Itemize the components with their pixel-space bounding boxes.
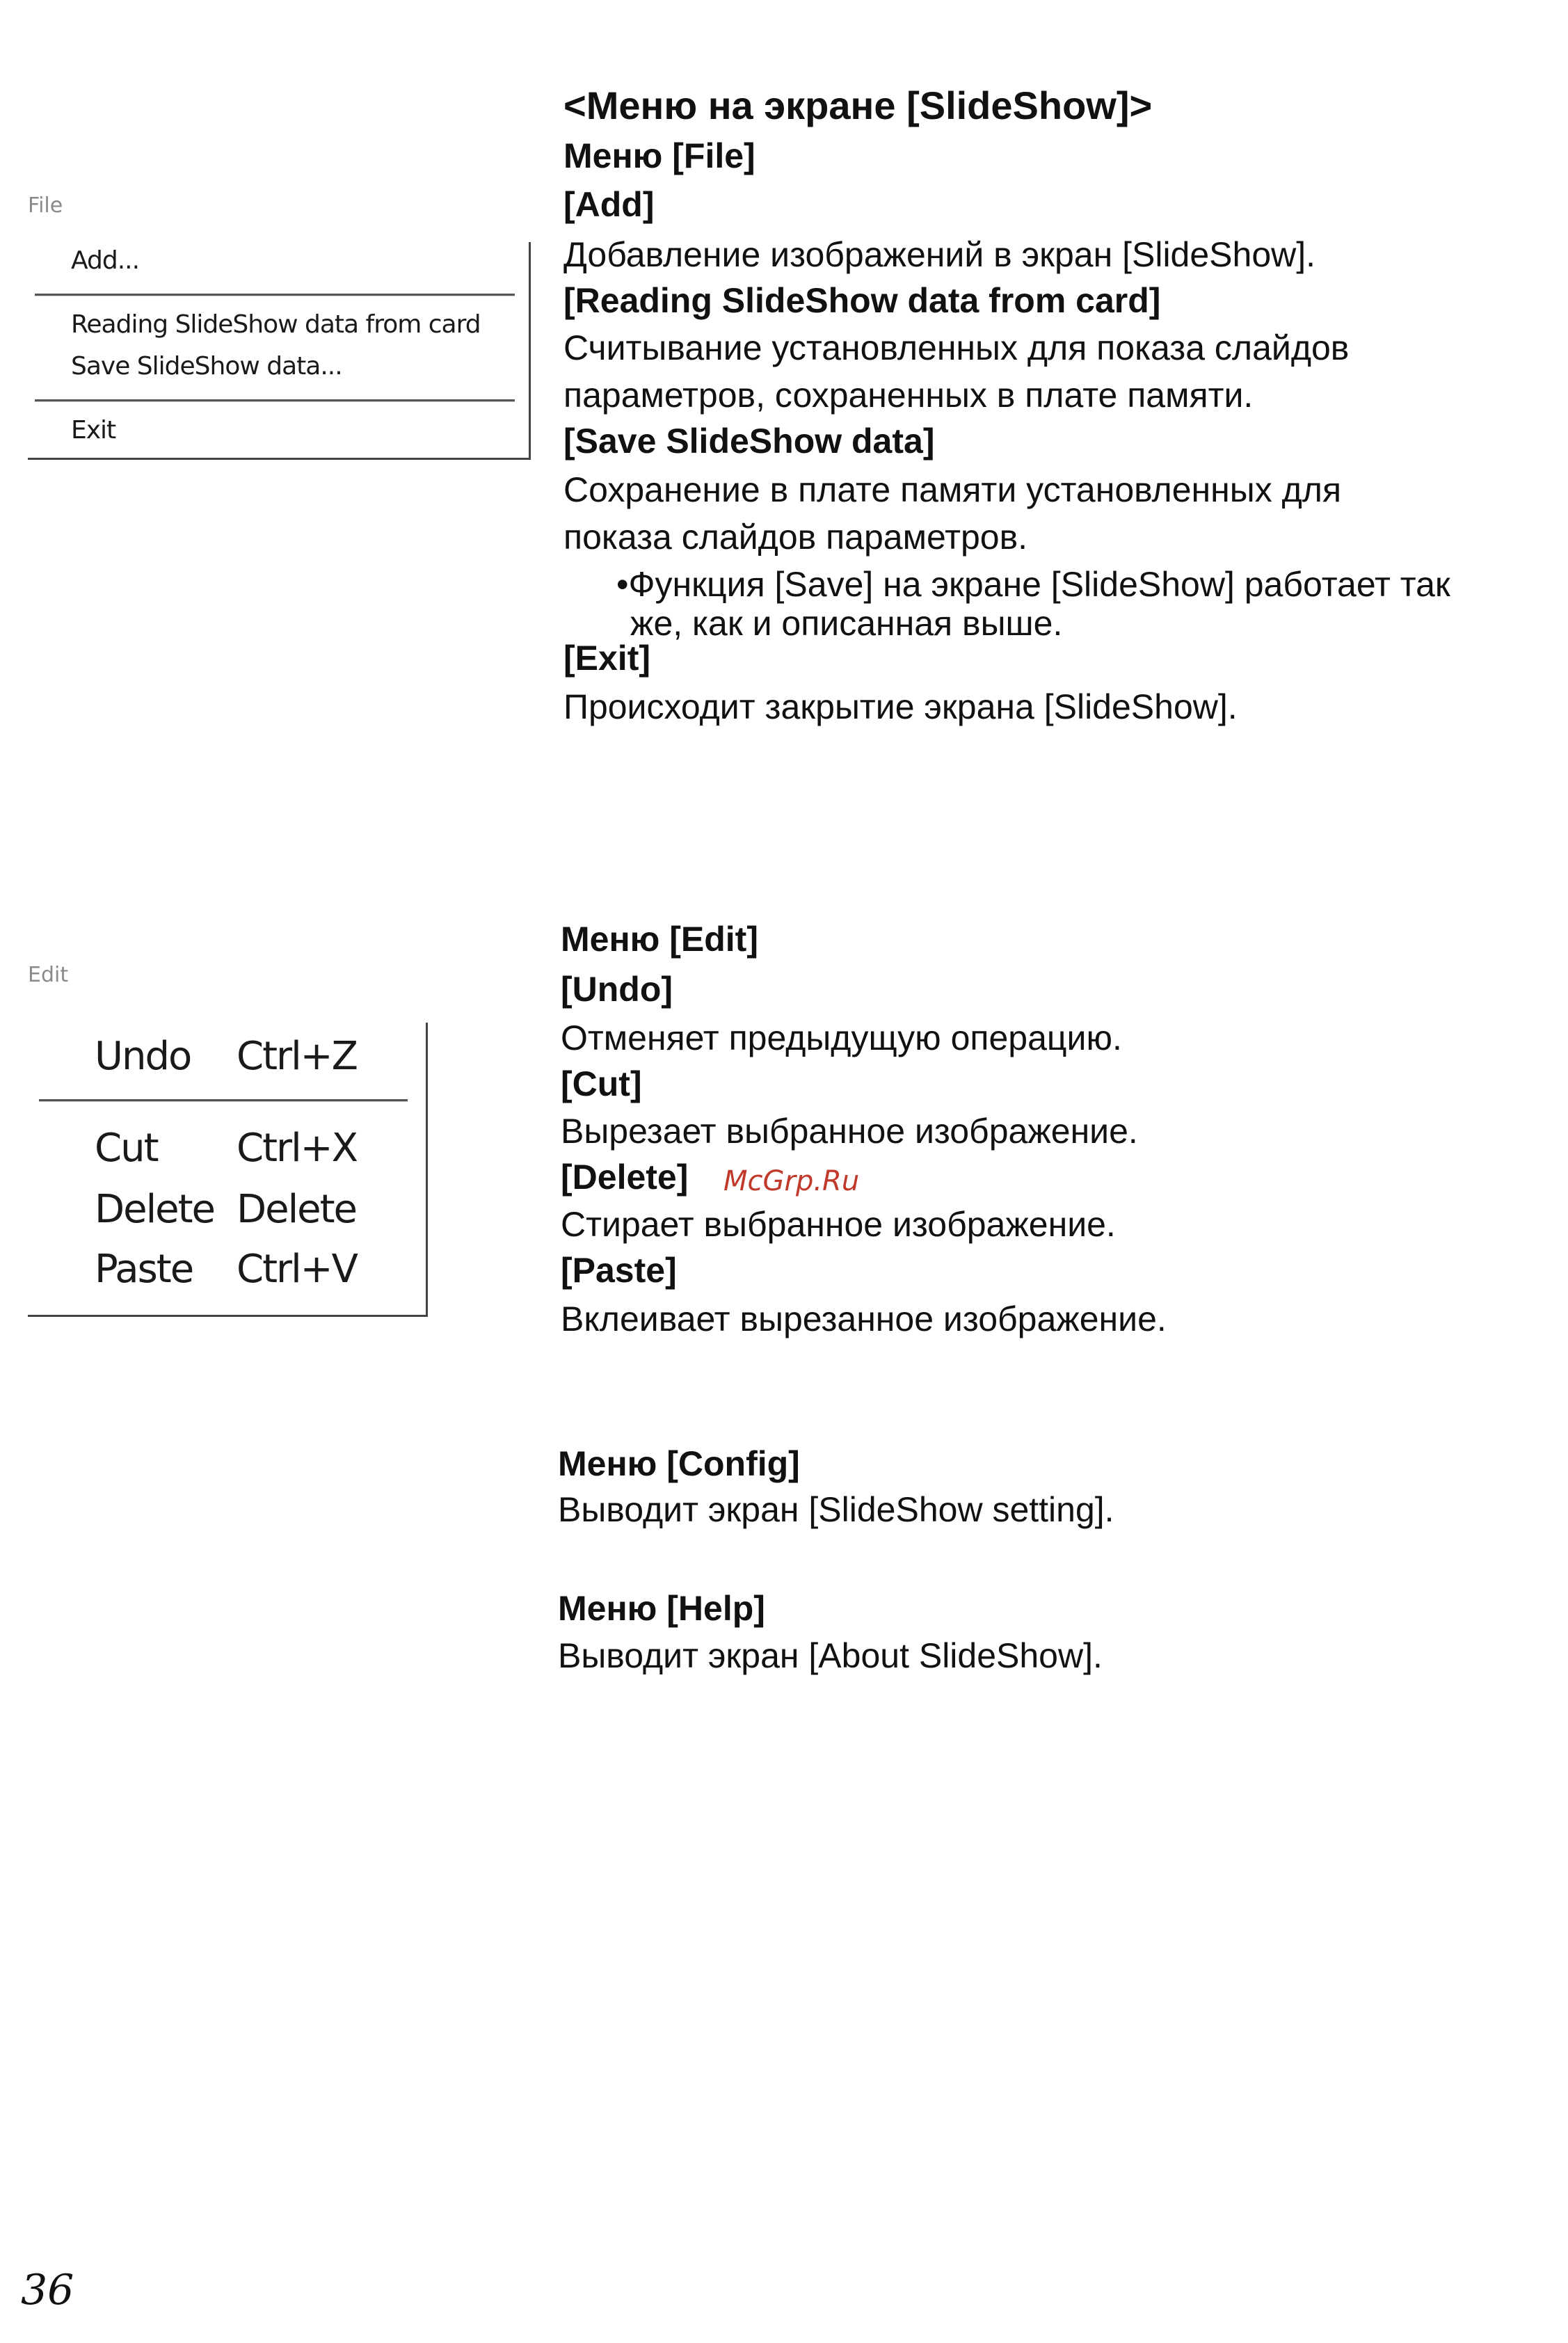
- edit-menu-item-undo: Undo: [95, 1034, 191, 1079]
- edit-menu-separator: [39, 1099, 408, 1102]
- save-description-line1: Сохранение в плате памяти установленных для: [563, 470, 1342, 509]
- edit-menu-item-paste: Paste: [95, 1247, 193, 1292]
- reading-description-line1: Считывание установленных для показа слайдов: [563, 328, 1350, 367]
- file-menu-item-save: Save SlideShow data...: [71, 352, 342, 381]
- save-heading: [Save SlideShow data]: [563, 422, 935, 461]
- edit-menu-heading: Меню [Edit]: [561, 920, 758, 959]
- file-menu-item-add: Add...: [71, 246, 140, 275]
- exit-description: Происходит закрытие экрана [SlideShow].: [563, 687, 1238, 726]
- file-menu-separator: [35, 294, 515, 296]
- file-menu-screenshot: [28, 242, 531, 460]
- file-menu-item-reading: Reading SlideShow data from card: [71, 310, 481, 339]
- reading-heading: [Reading SlideShow data from card]: [563, 281, 1161, 320]
- save-note-line2: же, как и описанная выше.: [630, 604, 1063, 643]
- paste-description: Вклеивает вырезанное изображение.: [561, 1300, 1167, 1338]
- add-description: Добавление изображений в экран [SlideShow].: [563, 235, 1316, 274]
- delete-heading: [Delete]: [561, 1158, 689, 1197]
- edit-menu-item-cut: Cut: [95, 1126, 158, 1171]
- config-description: Выводит экран [SlideShow setting].: [558, 1490, 1114, 1529]
- cut-description: Вырезает выбранное изображение.: [561, 1112, 1138, 1151]
- undo-heading: [Undo]: [561, 970, 673, 1009]
- edit-menu-shortcut-cut: Ctrl+X: [237, 1126, 357, 1171]
- save-description-line2: показа слайдов параметров.: [563, 518, 1028, 557]
- add-heading: [Add]: [563, 185, 655, 224]
- file-menu-heading: Меню [File]: [563, 136, 755, 175]
- file-menu-title: File: [28, 193, 63, 218]
- config-menu-heading: Меню [Config]: [558, 1444, 800, 1483]
- file-menu-separator: [35, 399, 515, 402]
- help-menu-heading: Меню [Help]: [558, 1589, 765, 1628]
- exit-heading: [Exit]: [563, 639, 650, 678]
- save-note-line1: •Функция [Save] на экране [SlideShow] работает так: [616, 565, 1450, 604]
- watermark: McGrp.Ru: [723, 1165, 860, 1197]
- help-description: Выводит экран [About SlideShow].: [558, 1636, 1103, 1675]
- undo-description: Отменяет предыдущую операцию.: [561, 1018, 1122, 1057]
- delete-description: Стирает выбранное изображение.: [561, 1205, 1116, 1244]
- file-menu-item-exit: Exit: [71, 416, 116, 445]
- edit-menu-title: Edit: [28, 963, 69, 987]
- paste-heading: [Paste]: [561, 1251, 677, 1290]
- cut-heading: [Cut]: [561, 1064, 642, 1103]
- edit-menu-screenshot: [28, 1023, 428, 1317]
- edit-menu-item-delete: Delete: [95, 1187, 214, 1232]
- reading-description-line2: параметров, сохраненных в плате памяти.: [563, 376, 1254, 415]
- edit-menu-shortcut-undo: Ctrl+Z: [237, 1034, 357, 1079]
- page-number: 36: [21, 2266, 74, 2314]
- page-heading: <Меню на экране [SlideShow]>: [563, 83, 1153, 127]
- edit-menu-shortcut-paste: Ctrl+V: [237, 1247, 357, 1292]
- edit-menu-shortcut-delete: Delete: [237, 1187, 356, 1232]
